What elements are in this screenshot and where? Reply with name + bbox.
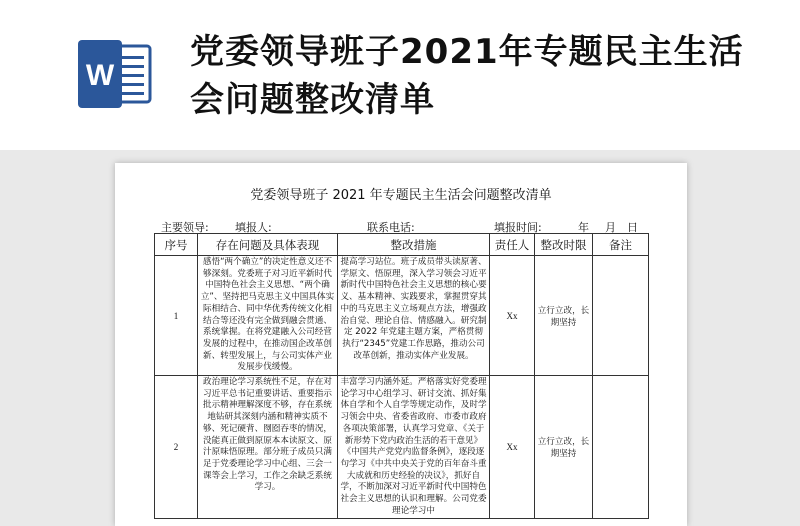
document-title: 党委领导班子 2021 年专题民主生活会问题整改清单: [250, 188, 552, 203]
header-deadline: 整改时限: [535, 234, 593, 256]
problem-cell: 感悟“两个确立”的决定性意义还不够深刻。党委班子对习近平新时代中国特色社会主义思想、“两个确立”、坚持把马克思主义中国具体实际相结合、同中华优秀传统文化相结合等还没有完全做到融会贯通、系统掌握。在将党建融入公司经营发展的过程中，在推动国企改革创新、转型发展上，与公司实体产业发展步伐缓慢。: [198, 256, 338, 376]
header-owner: 责任人: [490, 234, 535, 256]
owner-cell: Xx: [490, 256, 535, 376]
deadline-cell: 立行立改，长期坚持: [535, 256, 593, 376]
table-header-row: [155, 234, 649, 256]
header-no: 序号: [155, 234, 198, 256]
row-number: 1: [155, 256, 198, 376]
issues-table: [154, 233, 649, 519]
date-month: 月: [605, 221, 616, 234]
header-problem: 存在问题及具体表现: [198, 234, 338, 256]
problem-cell: 政治理论学习系统性不足，存在对习近平总书记重要讲话、重要指示批示精神理解深度不够，存在系统地钻研其深刻内涵和精神实质不够、死记硬背、囫囵吞枣的情况，没能真正做到原原本本读原文、原汁原味悟原理。部分班子成员只满足于党委理论学习中心组、三会一课等会上学习，工作之余缺乏系统学习。: [198, 376, 338, 519]
note-cell: [593, 256, 649, 376]
deadline-cell: 立行立改，长期坚持: [535, 376, 593, 519]
leader-label: 主要领导:: [161, 221, 209, 234]
phone-label: 联系电话:: [367, 221, 415, 234]
svg-text:W: W: [85, 59, 115, 92]
word-document-icon: [78, 40, 154, 108]
date-day: 日: [627, 221, 638, 234]
note-cell: [593, 376, 649, 519]
date-label: 填报时间:: [494, 221, 542, 234]
date-year: 年: [578, 221, 589, 234]
measure-cell: 提高学习站位。班子成员带头读原著、学原文、悟原理，深入学习领会习近平新时代中国特色社会主义思想的核心要义、基本精神、实践要求，掌握贯穿其中的马克思主义立场观点方法，增强政治自觉、理论自信、情感融入。研究制定 2022 年党建主题方案，严格贯彻执行“2345”党建工作思路，推动公司改革创新，推动实体产业发展。: [338, 256, 490, 376]
header-measure: 整改措施: [338, 234, 490, 256]
table-row: [155, 256, 649, 376]
header-note: 备注: [593, 234, 649, 256]
row-number: 2: [155, 376, 198, 519]
document-page: [115, 163, 687, 526]
measure-cell: 丰富学习内涵外延。严格落实好党委理论学习中心组学习、研讨交流、抓好集体自学和个人自学等规定动作，及时学习领会中央、省委省政府、市委市政府各项决策部署，认真学习党章、《关于新形势下党内政治生活的若干意见》《中国共产党党内监督条例》，逐段逐句学习《中共中央关于党的百年奋斗重大成就和历史经验的决议》，抓好自学，不断加深对习近平新时代中国特色社会主义思想的认识和理解。公司党委理论学习中: [338, 376, 490, 519]
owner-cell: Xx: [490, 376, 535, 519]
table-row: [155, 376, 649, 519]
filler-label: 填报人:: [235, 221, 272, 234]
page-headline: 党委领导班子2021年专题民主生活会问题整改清单: [190, 32, 744, 120]
